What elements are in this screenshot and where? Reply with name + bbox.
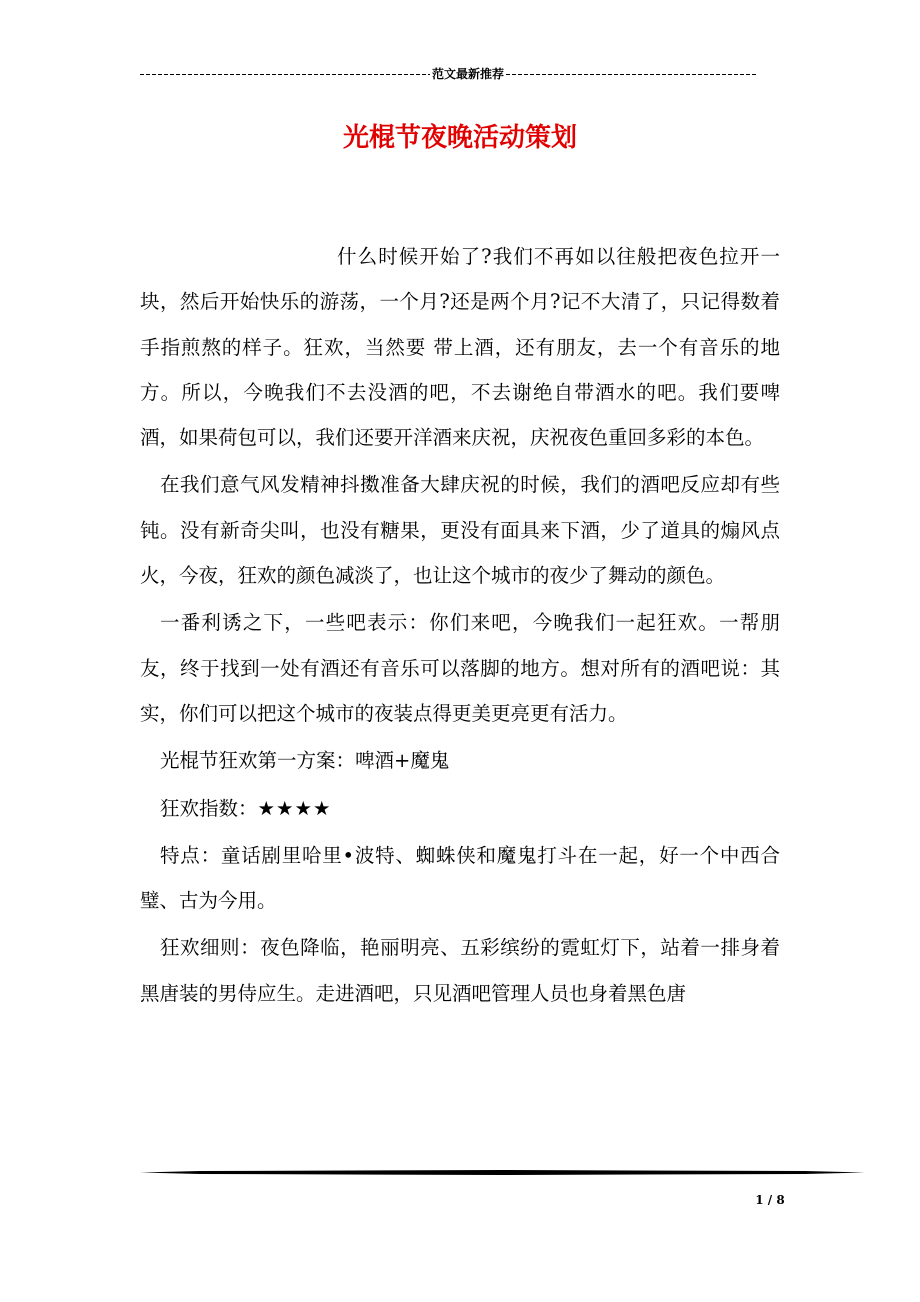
paragraph-intro: 什么时候开始了?我们不再如以往般把夜色拉开一块，然后开始快乐的游荡，一个月?还是两个月?记不大清了，只记得数着手指煎熬的样子。狂欢，当然要 带上酒，还有朋友，去一个有音乐的地方。所以，今晚我们不去没酒的吧，不去谢绝自带酒水的吧。我们要啤酒，如果荷包可以，我们还要开洋酒来庆祝，庆祝夜色重回多彩的本色。 — [140, 245, 780, 450]
rating-label: 狂欢指数： — [160, 796, 258, 820]
footer-rule — [140, 1170, 865, 1175]
plan-heading: 光棍节狂欢第一方案：啤酒+魔鬼 — [160, 749, 450, 773]
rating-stars-icon: ★★★★ — [257, 796, 332, 820]
paragraph-details: 狂欢细则：夜色降临，艳丽明亮、五彩缤纷的霓虹灯下，站着一排身着黑唐装的男侍应生。走进酒吧，只见酒吧管理人员也身着黑色唐 — [140, 936, 780, 1005]
paragraph-invitation: 一番利诱之下，一些吧表示：你们来吧，今晚我们一起狂欢。一帮朋友，终于找到一处有酒还有音乐可以落脚的地方。想对所有的酒吧说：其实，你们可以把这个城市的夜装点得更美更亮更有活力。 — [140, 611, 780, 725]
paragraph-celebration: 在我们意气风发精神抖擞准备大肆庆祝的时候，我们的酒吧反应却有些钝。没有新奇尖叫，也没有糖果，更没有面具来下酒，少了道具的煽风点火，今夜，狂欢的颜色减淡了，也让这个城市的夜少了舞动的颜色。 — [140, 473, 780, 588]
page-number: 1 / 8 — [755, 1193, 785, 1207]
header-dashes-left — [140, 66, 430, 82]
paragraph-features: 特点：童话剧里哈里•波特、蜘蛛侠和魔鬼打斗在一起，好一个中西合璧、古为今用。 — [140, 843, 780, 913]
header-label: 范文最新推荐 — [432, 67, 505, 81]
document-body — [140, 234, 780, 1016]
rating-line — [140, 786, 780, 831]
document-title: 光棍节夜晚活动策划 — [342, 123, 577, 153]
header-rule — [140, 66, 768, 82]
header-dashes-right — [506, 66, 757, 82]
